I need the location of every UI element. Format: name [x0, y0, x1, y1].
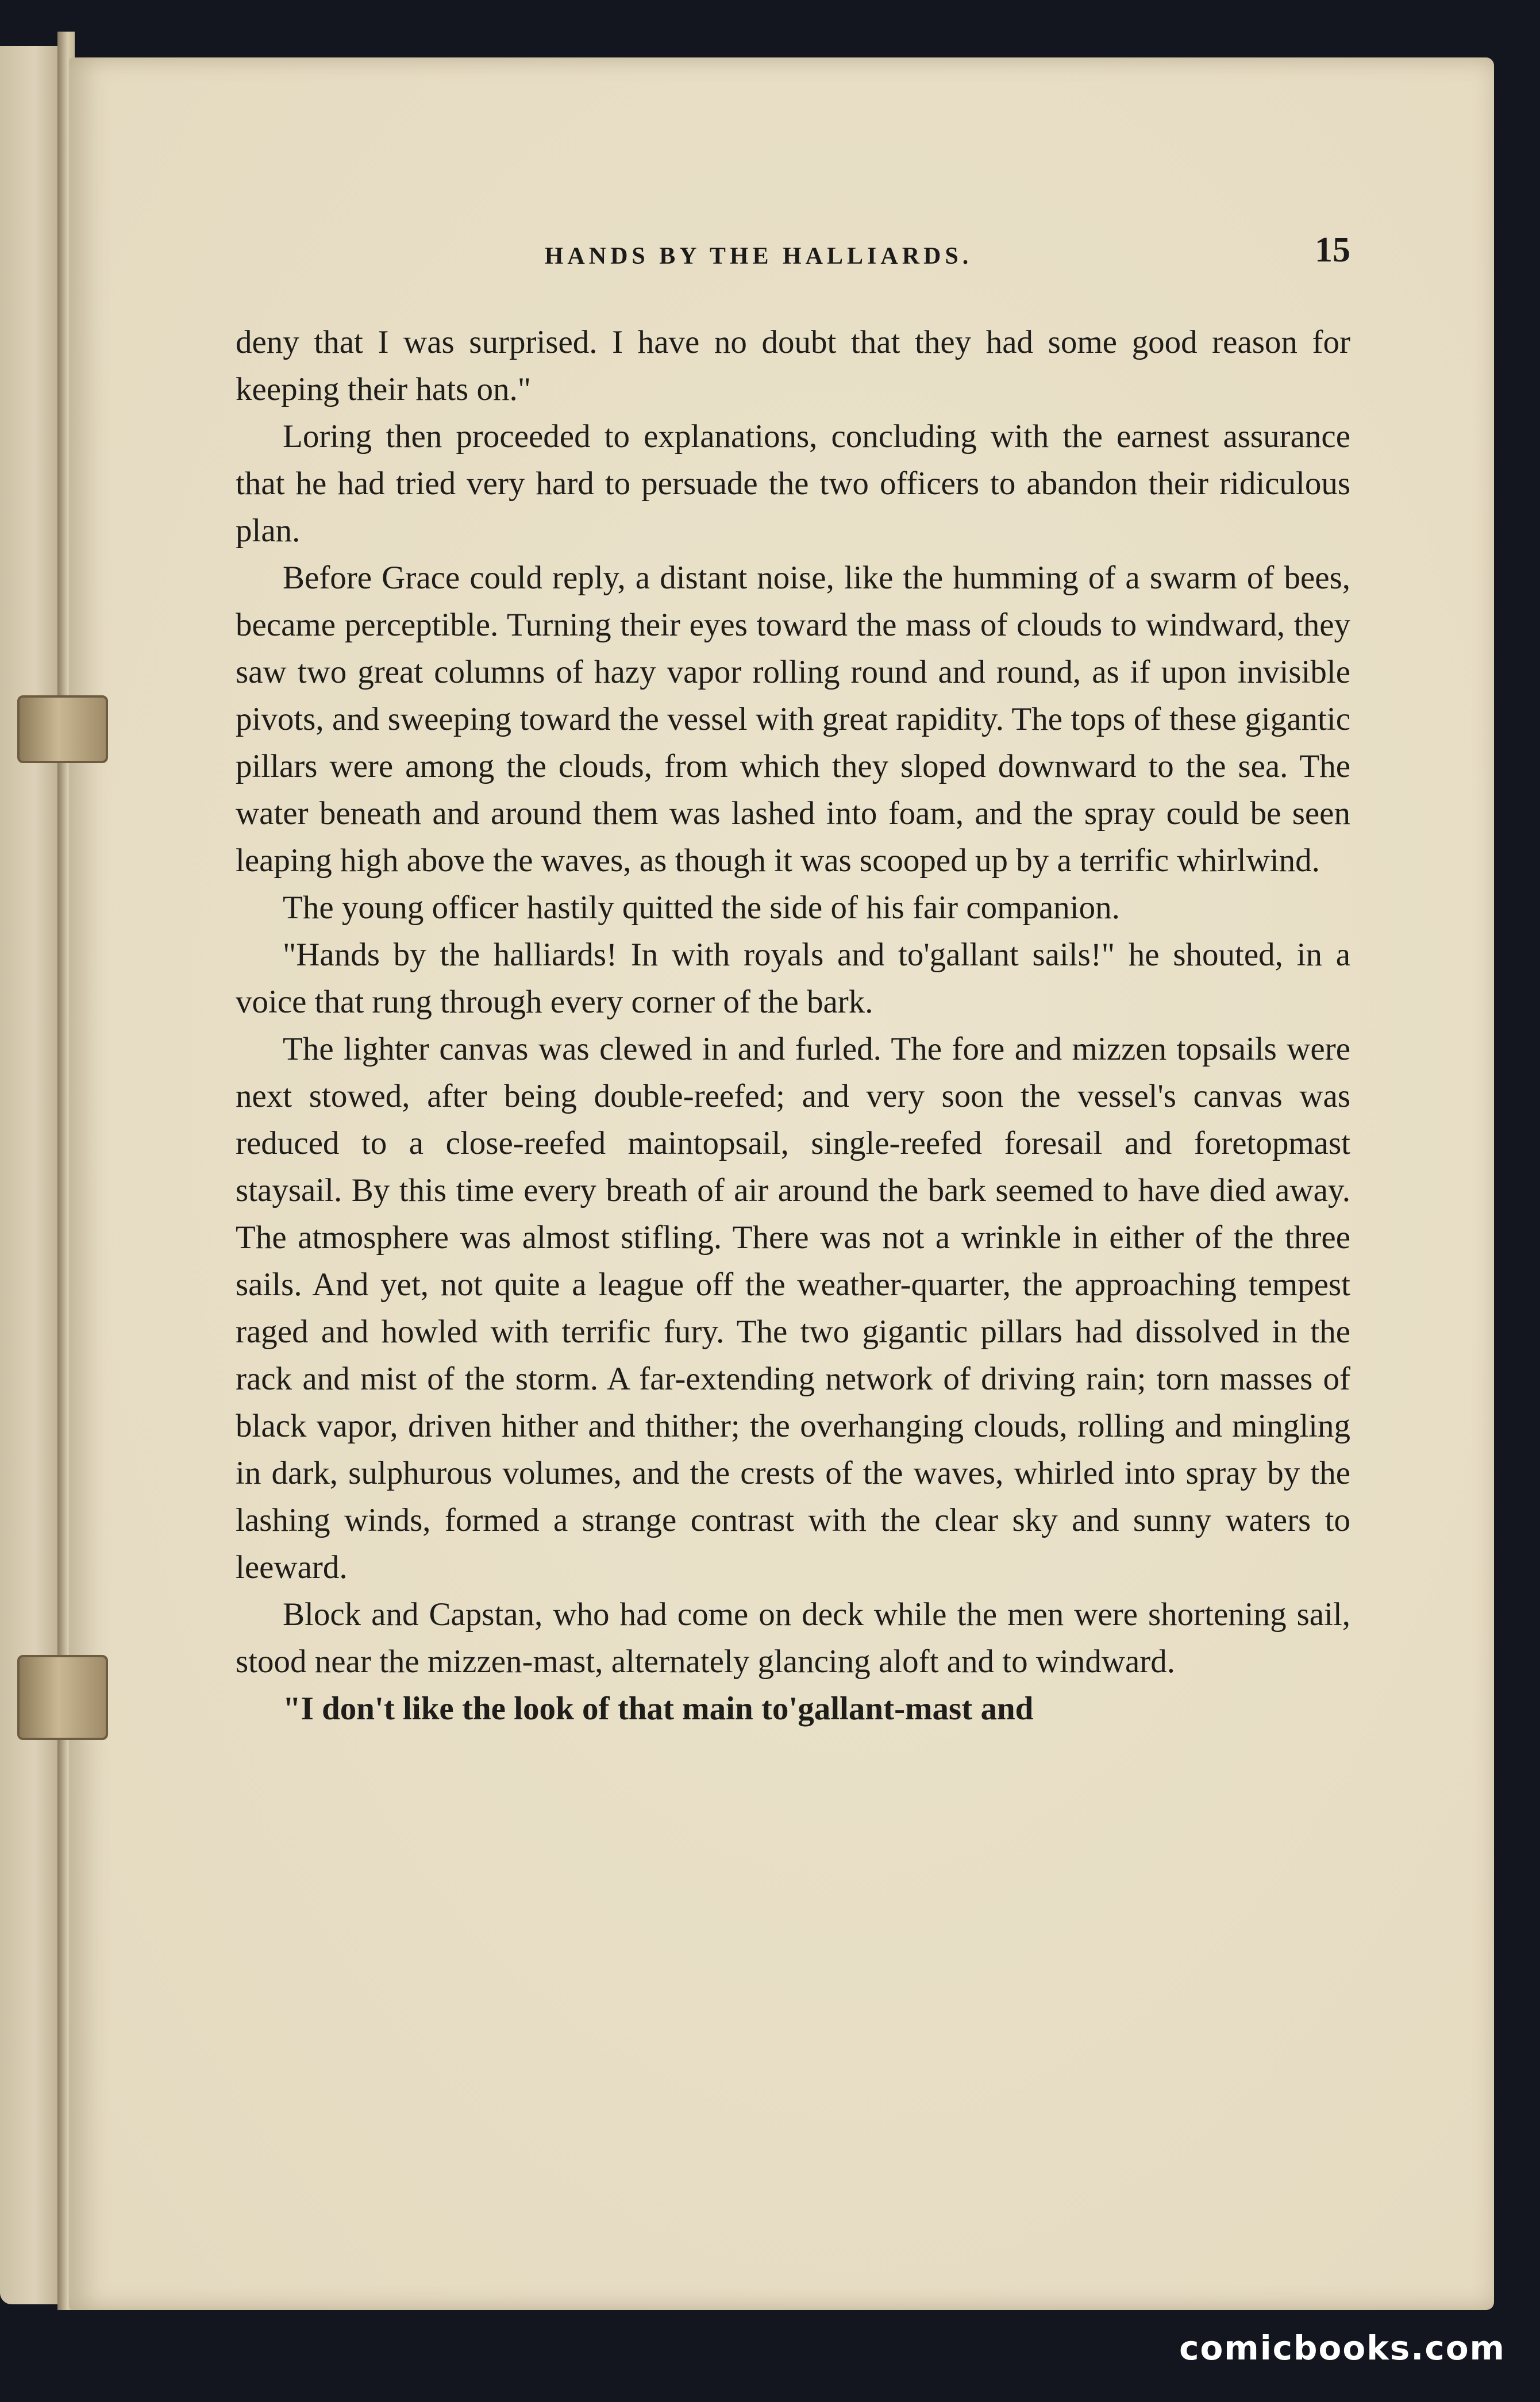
paragraph: Before Grace could reply, a distant noise, like the humming of a swarm of bees, became perceptible. Turning their eyes toward the mass of clouds to windward, they saw two great columns of hazy vapor rolling round and round, as if upon invisible pivots, and sweeping toward the vessel with great rapidity. The tops of these gigantic pillars were among the clouds, from which they sloped downward to the sea. The water beneath and around them was lashed into foam, and the spray could be seen leaping high above the waves, as though it was scooped up by a terrific whirlwind. — [236, 560, 1350, 879]
adjacent-page-edge — [0, 46, 63, 2304]
binding-tab-bottom — [17, 1655, 108, 1740]
running-head: HANDS BY THE HALLIARDS. — [544, 243, 973, 270]
paragraph: Loring then proceeded to explanations, concluding with the earnest assurance that he had tried very hard to persuade the two officers to abandon their ridiculous plan. — [236, 418, 1350, 549]
paragraph: "I don't like the look of that main to'gallant-mast and — [283, 1691, 1034, 1727]
body-text — [236, 319, 1350, 1733]
paragraph: The lighter canvas was clewed in and furled. The fore and mizzen topsails were next stowed, after being double-reefed; and very soon the vessel's canvas was reduced to a close-reefed maintopsail, single-reefed foresail and foretopmast staysail. By this time every breath of air around the bark seemed to have died away. The atmosphere was almost stifling. There was not a wrinkle in either of the three sails. And yet, not quite a league off the weather-quarter, the approaching tempest raged and howled with terrific fury. The two gigantic pillars had dissolved in the rack and mist of the storm. A far-extending network of driving rain; torn masses of black vapor, driven hither and thither; the overhanging clouds, rolling and mingling in dark, sulphurous volumes, and the crests of the waves, whirled into spray by the lashing winds, formed a strange contrast with the clear sky and sunny waters to leeward. — [236, 1031, 1350, 1585]
paragraph: The young officer hastily quitted the side of his fair companion. — [283, 890, 1120, 926]
paragraph: deny that I was surprised. I have no doubt that they had some good reason for keeping their hats on." — [236, 324, 1350, 407]
binding-tab-top — [17, 695, 108, 763]
paragraph: Block and Capstan, who had come on deck while the men were shortening sail, stood near the mizzen-mast, alternately glancing aloft and to windward. — [236, 1596, 1350, 1680]
page-header — [167, 230, 1350, 282]
watermark: comicbooks.com — [1179, 2328, 1506, 2368]
page-number: 15 — [1315, 230, 1350, 270]
paragraph: "Hands by the halliards! In with royals and to'gallant sails!" he shouted, in a voice that rung through every corner of the bark. — [236, 937, 1350, 1020]
